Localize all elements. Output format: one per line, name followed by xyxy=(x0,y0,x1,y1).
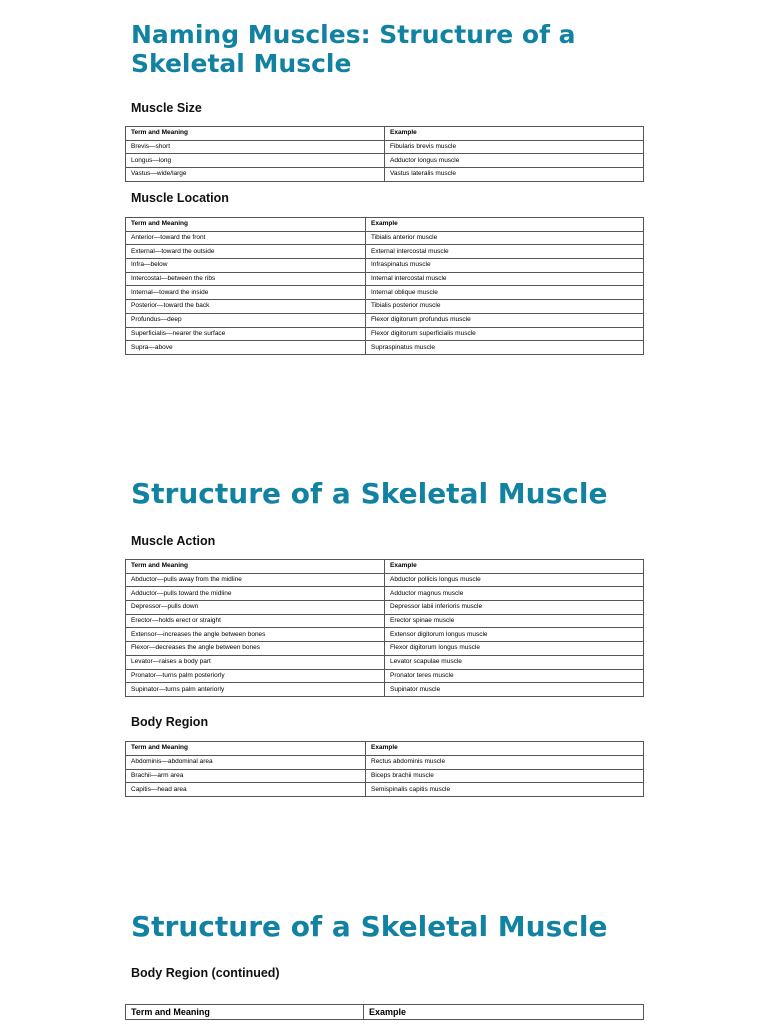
table-row xyxy=(126,327,644,341)
example-cell: Abductor pollicis longus muscle xyxy=(385,573,644,587)
table-row xyxy=(126,755,644,769)
term-cell: Profundus—deep xyxy=(126,313,366,327)
term-cell: Vastus—wide/large xyxy=(126,168,385,182)
term-cell: Pronator—turns palm posteriorly xyxy=(126,669,385,683)
example-cell: Adductor longus muscle xyxy=(385,154,644,168)
term-cell: Erector—holds erect or straight xyxy=(126,614,385,628)
table-row xyxy=(126,286,644,300)
term-cell: Supra—above xyxy=(126,341,366,355)
muscle-action-heading: Muscle Action xyxy=(131,534,216,548)
term-cell: Supinator—turns palm anteriorly xyxy=(126,683,385,697)
term-cell: Abdominis—abdominal area xyxy=(126,755,366,769)
example-cell: Tibialis anterior muscle xyxy=(366,231,644,245)
example-cell: Fibularis brevis muscle xyxy=(385,140,644,154)
term-cell: Longus—long xyxy=(126,154,385,168)
table-row xyxy=(126,313,644,327)
section-1-title: Naming Muscles: Structure of a Skeletal Muscle xyxy=(131,20,576,78)
table-row xyxy=(126,683,644,697)
term-cell: External—toward the outside xyxy=(126,245,366,259)
example-cell: Flexor digitorum longus muscle xyxy=(385,642,644,656)
example-cell: Adductor magnus muscle xyxy=(385,587,644,601)
table-row xyxy=(126,300,644,314)
column-header-example: Example xyxy=(366,742,644,756)
table-row xyxy=(126,341,644,355)
body-region-continued-heading: Body Region (continued) xyxy=(131,966,280,980)
table-header-row xyxy=(126,1005,644,1020)
example-cell: Extensor digitorum longus muscle xyxy=(385,628,644,642)
column-header-example: Example xyxy=(364,1005,644,1020)
column-header-term: Term and Meaning xyxy=(126,742,366,756)
body-region-continued-table xyxy=(125,1004,644,1020)
example-cell: Tibialis posterior muscle xyxy=(366,300,644,314)
term-cell: Brevis—short xyxy=(126,140,385,154)
term-cell: Levator—raises a body part xyxy=(126,655,385,669)
column-header-term: Term and Meaning xyxy=(126,1005,364,1020)
column-header-term: Term and Meaning xyxy=(126,127,385,141)
muscle-size-table xyxy=(125,126,644,182)
table-row xyxy=(126,783,644,797)
example-cell: Infraspinatus muscle xyxy=(366,259,644,273)
term-cell: Posterior—toward the back xyxy=(126,300,366,314)
term-cell: Depressor—pulls down xyxy=(126,601,385,615)
example-cell: Internal oblique muscle xyxy=(366,286,644,300)
column-header-term: Term and Meaning xyxy=(126,218,366,232)
muscle-location-heading: Muscle Location xyxy=(131,191,229,205)
table-header-row xyxy=(126,560,644,574)
term-cell: Anterior—toward the front xyxy=(126,231,366,245)
table-row xyxy=(126,601,644,615)
term-cell: Flexor—decreases the angle between bones xyxy=(126,642,385,656)
term-cell: Superficialis—nearer the surface xyxy=(126,327,366,341)
table-row xyxy=(126,669,644,683)
table-row xyxy=(126,655,644,669)
term-cell: Abductor—pulls away from the midline xyxy=(126,573,385,587)
table-row xyxy=(126,245,644,259)
example-cell: Flexor digitorum profundus muscle xyxy=(366,313,644,327)
column-header-example: Example xyxy=(385,127,644,141)
column-header-term: Term and Meaning xyxy=(126,560,385,574)
muscle-action-table xyxy=(125,559,644,697)
example-cell: External intercostal muscle xyxy=(366,245,644,259)
body-region-table xyxy=(125,741,644,797)
section-2-title: Structure of a Skeletal Muscle xyxy=(131,477,608,510)
example-cell: Internal intercostal muscle xyxy=(366,272,644,286)
example-cell: Semispinalis capitis muscle xyxy=(366,783,644,797)
table-row xyxy=(126,614,644,628)
example-cell: Flexor digitorum superficialis muscle xyxy=(366,327,644,341)
term-cell: Adductor—pulls toward the midline xyxy=(126,587,385,601)
example-cell: Depressor labii inferioris muscle xyxy=(385,601,644,615)
table-row xyxy=(126,642,644,656)
section-3-title: Structure of a Skeletal Muscle xyxy=(131,910,608,943)
example-cell: Supinator muscle xyxy=(385,683,644,697)
term-cell: Intercostal—between the ribs xyxy=(126,272,366,286)
term-cell: Extensor—increases the angle between bones xyxy=(126,628,385,642)
table-row xyxy=(126,154,644,168)
term-cell: Infra—below xyxy=(126,259,366,273)
table-header-row xyxy=(126,742,644,756)
example-cell: Pronator teres muscle xyxy=(385,669,644,683)
table-row xyxy=(126,628,644,642)
table-row xyxy=(126,231,644,245)
table-row xyxy=(126,769,644,783)
term-cell: Internal—toward the inside xyxy=(126,286,366,300)
table-header-row xyxy=(126,218,644,232)
table-row xyxy=(126,272,644,286)
muscle-location-table xyxy=(125,217,644,355)
table-row xyxy=(126,168,644,182)
example-cell: Supraspinatus muscle xyxy=(366,341,644,355)
example-cell: Rectus abdominis muscle xyxy=(366,755,644,769)
example-cell: Vastus lateralis muscle xyxy=(385,168,644,182)
muscle-size-heading: Muscle Size xyxy=(131,101,202,115)
example-cell: Erector spinae muscle xyxy=(385,614,644,628)
example-cell: Biceps brachii muscle xyxy=(366,769,644,783)
body-region-heading: Body Region xyxy=(131,715,209,729)
table-row xyxy=(126,573,644,587)
term-cell: Capitis—head area xyxy=(126,783,366,797)
table-header-row xyxy=(126,127,644,141)
table-row xyxy=(126,587,644,601)
table-row xyxy=(126,259,644,273)
column-header-example: Example xyxy=(385,560,644,574)
column-header-example: Example xyxy=(366,218,644,232)
example-cell: Levator scapulae muscle xyxy=(385,655,644,669)
table-row xyxy=(126,140,644,154)
term-cell: Brachii—arm area xyxy=(126,769,366,783)
